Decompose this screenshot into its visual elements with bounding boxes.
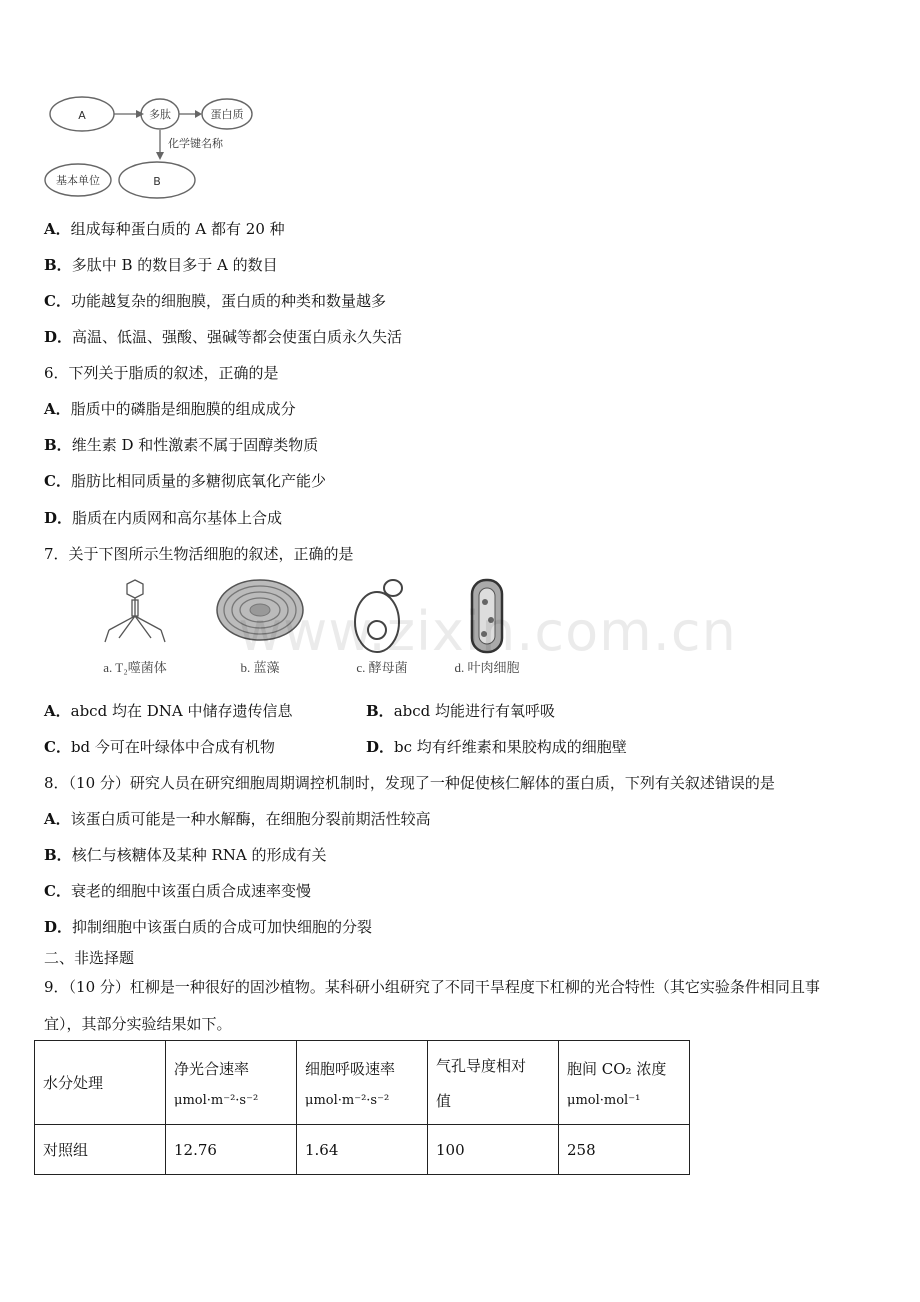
q7-option-a: A．abcd 均在 DNA 中储存遗传信息 bbox=[44, 702, 293, 720]
header-net-photosynthesis: 净光合速率 μmol·m⁻²·s⁻² bbox=[166, 1041, 297, 1125]
cell-net-photosynthesis: 12.76 bbox=[166, 1125, 297, 1175]
q7-option-d: D．bc 均有纤维素和果胶构成的细胞壁 bbox=[366, 738, 627, 756]
q8-option-a: A．该蛋白质可能是一种水解酶，在细胞分裂前期活性较高 bbox=[44, 810, 431, 828]
q7-stem: 7．关于下图所示生物活细胞的叙述，正确的是 bbox=[44, 545, 354, 563]
node-unit-label: 基本单位 bbox=[56, 174, 100, 187]
header-stomatal-conductance: 气孔导度相对 值 bbox=[428, 1041, 559, 1125]
q7-option-c: C．bd 今可在叶绿体中合成有机物 bbox=[44, 738, 275, 756]
caption-phage: a. T₂噬菌体 bbox=[103, 660, 167, 675]
bond-name-label: 化学键名称 bbox=[168, 137, 223, 150]
q9-stem-line2: 宜），其部分实验结果如下。 bbox=[44, 1015, 232, 1033]
table-header-row bbox=[35, 1041, 690, 1125]
cell-respiration: 1.64 bbox=[297, 1125, 428, 1175]
cell-co2: 258 bbox=[559, 1125, 690, 1175]
q5-option-d: D．高温、低温、强酸、强碱等都会使蛋白质永久失活 bbox=[44, 328, 403, 346]
cell-stomatal: 100 bbox=[428, 1125, 559, 1175]
watermark: www.zixin.com.cn bbox=[238, 600, 737, 663]
caption-yeast: c. 酵母菌 bbox=[356, 660, 408, 675]
q8-option-d: D．抑制细胞中该蛋白质的合成可加快细胞的分裂 bbox=[44, 918, 373, 936]
table-row bbox=[35, 1125, 690, 1175]
q5-option-b: B．多肽中 B 的数目多于 A 的数目 bbox=[44, 256, 278, 274]
node-peptide-label: 多肽 bbox=[149, 108, 171, 121]
q8-stem: 8．（10 分）研究人员在研究细胞周期调控机制时，发现了一种促使核仁解体的蛋白质，下列有关叙述错误的是 bbox=[44, 774, 775, 792]
node-protein-label: 蛋白质 bbox=[210, 108, 244, 121]
header-water-treatment: 水分处理 bbox=[35, 1041, 166, 1125]
q6-option-c: C．脂肪比相同质量的多糖彻底氧化产能少 bbox=[44, 472, 326, 490]
cell-group: 对照组 bbox=[35, 1125, 166, 1175]
q6-option-d: D．脂质在内质网和高尔基体上合成 bbox=[44, 509, 283, 527]
protein-structure-diagram bbox=[40, 90, 270, 200]
q6-option-a: A．脂质中的磷脂是细胞膜的组成成分 bbox=[44, 400, 296, 418]
q5-option-a: A．组成每种蛋白质的 A 都有 20 种 bbox=[44, 220, 285, 238]
node-a-label: A bbox=[78, 109, 86, 122]
q6-stem: 6．下列关于脂质的叙述，正确的是 bbox=[44, 364, 279, 382]
header-respiration-rate: 细胞呼吸速率 μmol·m⁻²·s⁻² bbox=[297, 1041, 428, 1125]
caption-cyanobacteria: b. 蓝藻 bbox=[240, 660, 280, 675]
q7-option-b: B．abcd 均能进行有氧呼吸 bbox=[366, 702, 556, 720]
header-intercellular-co2: 胞间 CO₂ 浓度 μmol·mol⁻¹ bbox=[559, 1041, 690, 1125]
q6-option-b: B．维生素 D 和性激素不属于固醇类物质 bbox=[44, 436, 319, 454]
node-b-label: B bbox=[153, 175, 161, 188]
q8-option-c: C．衰老的细胞中该蛋白质合成速率变慢 bbox=[44, 882, 311, 900]
section-heading: 二、非选择题 bbox=[44, 949, 135, 967]
q9-stem-line1: 9．（10 分）杠柳是一种很好的固沙植物。某科研小组研究了不同干旱程度下杠柳的光合特性（其它实验条件相同且事 bbox=[44, 978, 820, 996]
q5-option-c: C．功能越复杂的细胞膜，蛋白质的种类和数量越多 bbox=[44, 292, 386, 310]
caption-mesophyll: d. 叶肉细胞 bbox=[454, 660, 520, 675]
q8-option-b: B．核仁与核糖体及某种 RNA 的形成有关 bbox=[44, 846, 327, 864]
phage-illustration bbox=[105, 580, 165, 642]
results-table bbox=[34, 1040, 690, 1175]
